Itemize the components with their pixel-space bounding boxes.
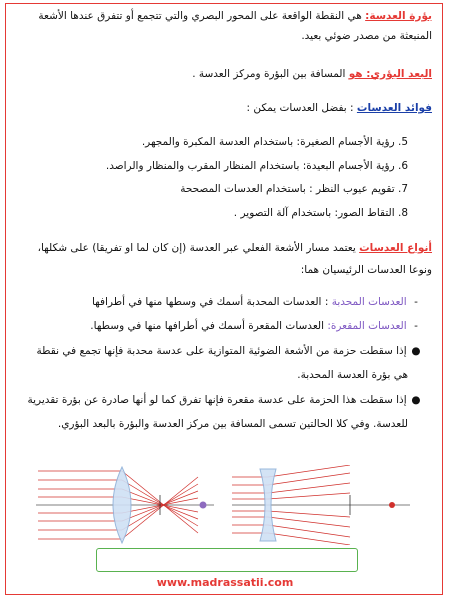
benefits-heading: [18, 100, 432, 117]
dash-bullet: -: [414, 296, 418, 308]
benefit-number: 7.: [398, 183, 409, 195]
convex-lens-shape: [113, 467, 131, 543]
dot-bullet: ●: [411, 394, 421, 406]
benefit-number: 6.: [398, 160, 409, 172]
concave-lens-diagram: [232, 465, 412, 545]
object-dot: [200, 502, 207, 509]
benefit-item: [18, 205, 412, 222]
dash-bullet: -: [414, 320, 418, 332]
lens-types-line-1: [18, 240, 432, 257]
object-dot: [389, 502, 395, 508]
focus-definition-line-1: [18, 8, 432, 25]
focus-def-2: المنبعثة من مصدر ضوئي بعيد.: [301, 30, 432, 42]
lens-types-title: أنواع العدسات: [359, 242, 432, 254]
benefit-text: رؤية الأجسام البعيدة: باستخدام المنظار المقرب والمنظار والراصد.: [105, 160, 395, 172]
benefits-intro: : بفضل العدسات يمكن :: [246, 102, 357, 114]
footer-url[interactable]: www.madrassatii.com: [156, 576, 294, 589]
benefit-number: 8.: [398, 207, 409, 219]
focus-def-1: هي النقطة الواقعة على المحور البصري والتي تتجمع أو تتفرق عندها الأشعة: [38, 10, 366, 22]
concave-rule-text-2: للعدسة. وفي كلا الحالتين تسمى المسافة بين مركز العدسة والبؤرة بالبعد البؤري.: [57, 418, 408, 430]
focal-length-term: البعد البؤري: هو: [348, 68, 432, 80]
lens-types-line-2: [18, 262, 432, 279]
concave-lens-item: [18, 318, 422, 335]
lens-types-text-2: ونوعا العدسات الرئيسيان هما:: [300, 264, 432, 276]
concave-lens-term: العدسات المقعرة:: [327, 320, 407, 332]
convex-rule-text-1: إذا سقطت حزمة من الأشعة الضوئية المتوازية على عدسة محدبة فإنها تجمع في نقطة: [36, 345, 407, 357]
convex-rule-line-2: [18, 367, 408, 384]
benefit-item: [18, 134, 412, 151]
footer-box: [96, 548, 358, 572]
convex-rule-text-2: هي بؤرة العدسة المحدبة.: [297, 369, 408, 381]
benefit-text: رؤية الأجسام الصغيرة: باستخدام العدسة المكبرة والمجهر.: [141, 136, 395, 148]
concave-rule-line-1: [18, 392, 422, 409]
lens-types-text-1: يعتمد مسار الأشعة الفعلي عبر العدسة (إن كان لما او تفريقا) على شكلها،: [37, 242, 360, 254]
dot-bullet: ●: [411, 345, 421, 357]
convex-rule-line-1: [18, 343, 422, 360]
benefit-text: تقويم عيوب النظر : باستخدام العدسات المصححة: [180, 183, 395, 195]
benefit-item: [18, 181, 412, 198]
convex-lens-diagram: [36, 465, 216, 545]
concave-lens-def: العدسات المقعرة أسمك في أطرافها منها في وسطها.: [90, 320, 328, 332]
convex-lens-def: : العدسات المحدبة أسمك في وسطها منها في أطرافها: [91, 296, 332, 308]
focal-length-line: [18, 66, 432, 83]
focus-definition-line-2: [18, 28, 432, 45]
concave-rule-line-2: [18, 416, 408, 433]
focal-length-def: المسافة بين البؤرة ومركز العدسة .: [192, 68, 349, 80]
focus-term: بؤرة العدسة:: [365, 10, 432, 22]
benefit-number: 5.: [398, 136, 409, 148]
benefits-title: فوائد العدسات: [356, 102, 432, 114]
benefit-item: [18, 158, 412, 175]
concave-rule-text-1: إذا سقطت هذا الحزمة على عدسة مقعرة فإنها تفرق كما لو أنها صادرة عن بؤرة تقديرية: [27, 394, 407, 406]
benefit-text: التقاط الصور: باستخدام آلة التصوير .: [233, 207, 395, 219]
convex-lens-item: [18, 294, 422, 311]
convex-lens-term: العدسات المحدبة: [331, 296, 407, 308]
